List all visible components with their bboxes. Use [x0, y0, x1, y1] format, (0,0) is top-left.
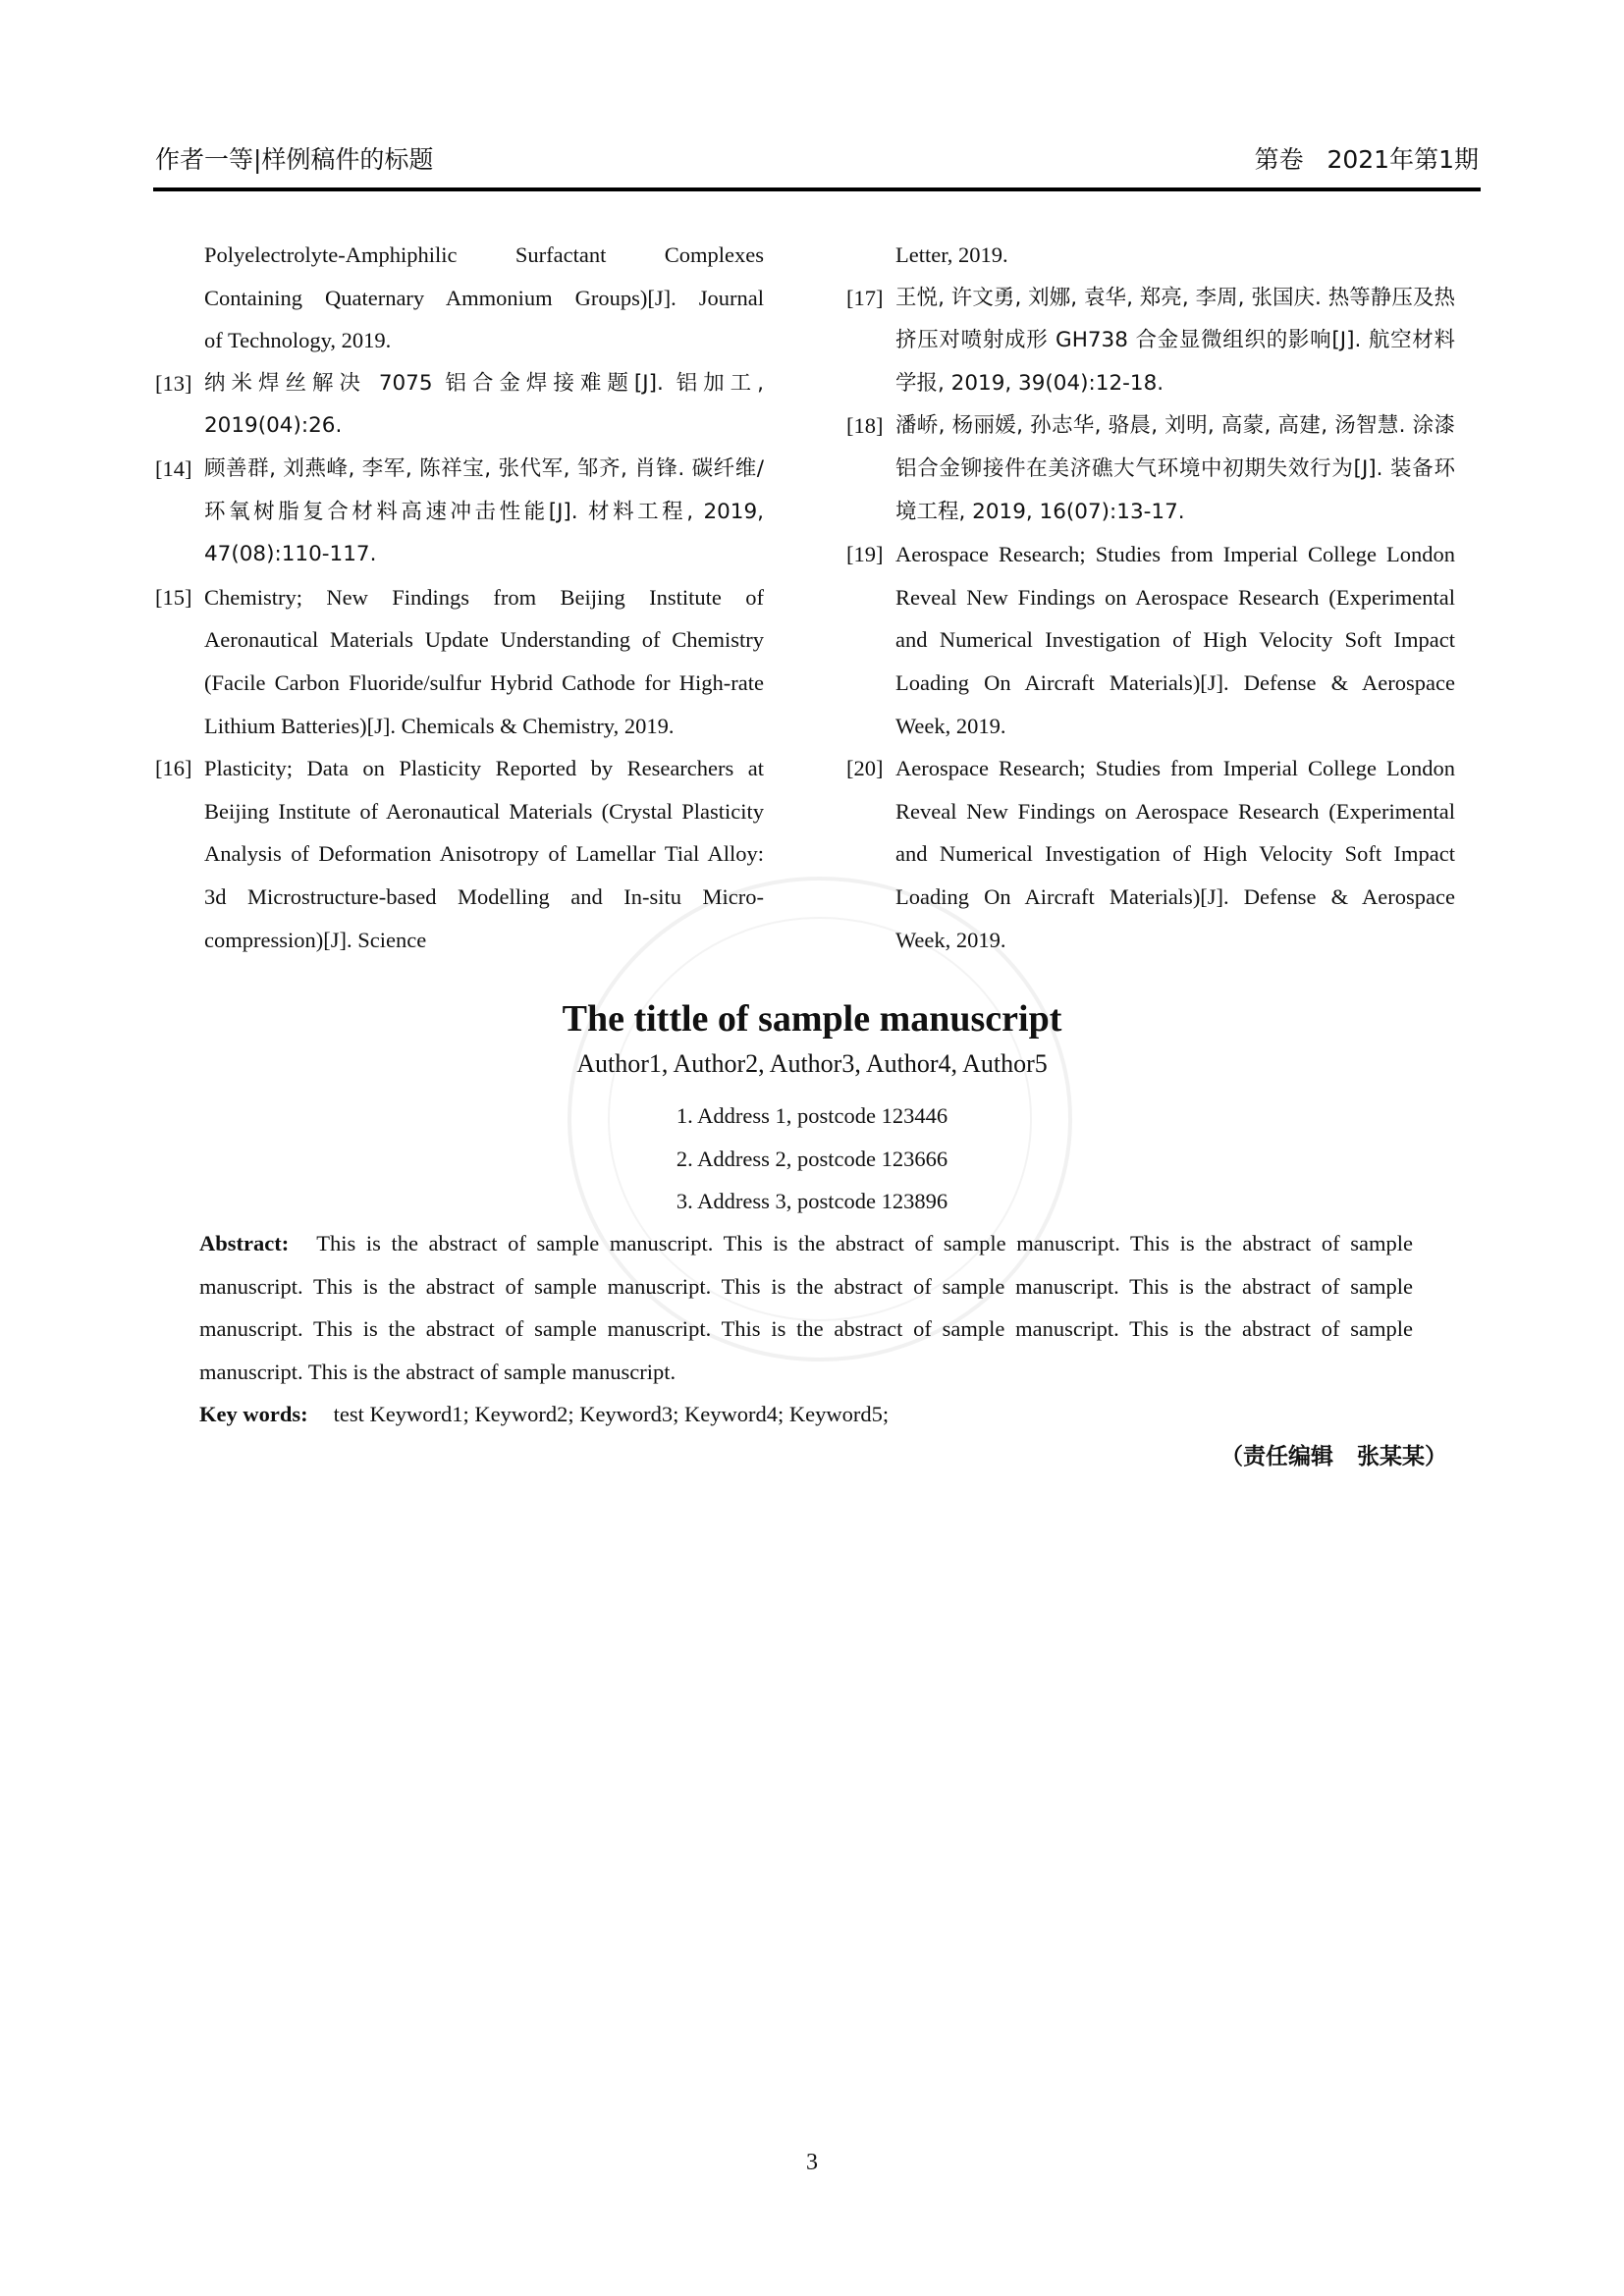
reference-item	[155, 362, 764, 448]
address-item: 3. Address 3, postcode 123896	[676, 1189, 948, 1214]
reference-text: Aerospace Research; Studies from Imperial College London Reveal New Findings on Aerospace Research (Experimental and Numerical Investigation of High Velocity Soft Impact Loading On Aircraft Materials)[J]. Defense & Aerospace Week, 2019.	[895, 542, 1455, 738]
reference-text: 王悦, 许文勇, 刘娜, 袁华, 郑亮, 李周, 张国庆. 热等静压及热挤压对喷射成形 GH738 合金显微组织的影响[J]. 航空材料学报, 2019, 39(04):12-18.	[895, 285, 1455, 396]
reference-item	[155, 576, 764, 747]
reference-12-line-3: of Technology, 2019.	[204, 328, 392, 353]
reference-item	[846, 277, 1455, 405]
reference-number: [20]	[846, 756, 884, 781]
reference-item	[155, 747, 764, 961]
references-left-column	[155, 234, 764, 961]
reference-number: [15]	[155, 584, 192, 610]
reference-text: Chemistry; New Findings from Beijing Institute of Aeronautical Materials Update Understanding of Chemistry (Facile Carbon Fluoride/sulfur Hybrid Cathode for High-rate Lithium Batteries)[J]. Chemicals & Chemistry, 2019.	[204, 584, 764, 738]
reference-number: [13]	[155, 370, 192, 396]
address-item: 1. Address 1, postcode 123446	[676, 1103, 948, 1128]
address-list	[0, 1095, 1624, 1223]
author-list: Author1, Author2, Author3, Author4, Author5	[576, 1049, 1048, 1078]
references-right-column	[846, 234, 1455, 961]
reference-number: [18]	[846, 413, 884, 439]
reference-item	[846, 404, 1455, 533]
abstract-paragraph	[199, 1222, 1413, 1393]
page-header-issue: 第卷 2021年第1期	[1254, 145, 1479, 174]
reference-number: [19]	[846, 542, 884, 567]
page-number: 3	[806, 2150, 818, 2175]
reference-number: [17]	[846, 285, 884, 310]
reference-text: 顾善群, 刘燕峰, 李军, 陈祥宝, 张代军, 邹齐, 肖锋. 碳纤维/环氧树脂复合材料高速冲击性能[J]. 材料工程, 2019, 47(08):110-117.	[204, 455, 764, 567]
reference-item	[846, 747, 1455, 961]
reference-item	[155, 448, 764, 576]
reference-text: 纳米焊丝解决 7075 铝合金焊接难题[J]. 铝加工, 2019(04):26.	[204, 370, 764, 439]
responsible-editor: （责任编辑 张某某）	[1219, 1444, 1447, 1469]
abstract-text: This is the abstract of sample manuscript. This is the abstract of sample manuscript. This is the abstract of sample manuscript. This is the abstract of sample manuscript. This is the abstract of sample manuscript. This is the abstract of sample manuscript. This is the abstract of sample manuscript. This is the abstract of sample manuscript. This is the abstract of sample manuscript. This is the abstract of sample manuscript.	[199, 1231, 1413, 1384]
reference-number: [14]	[155, 455, 192, 481]
address-item: 2. Address 2, postcode 123666	[676, 1146, 948, 1171]
keywords-line	[199, 1393, 889, 1436]
reference-item	[846, 533, 1455, 747]
reference-text: Plasticity; Data on Plasticity Reported by Researchers at Beijing Institute of Aeronautical Materials (Crystal Plasticity Analysis of Deformation Anisotropy of Lamellar Tial Alloy: 3d Microstructure-based Modelling and In-situ Micro-compression)[J]. Science	[204, 756, 764, 952]
reference-12-line-2: Containing Quaternary Ammonium Groups)[J]. Journal	[204, 285, 764, 310]
reference-text: Aerospace Research; Studies from Imperial College London Reveal New Findings on Aerospace Research (Experimental and Numerical Investigation of High Velocity Soft Impact Loading On Aircraft Materials)[J]. Defense & Aerospace Week, 2019.	[895, 756, 1455, 952]
reference-number: [16]	[155, 756, 192, 781]
reference-text: 潘峤, 杨丽媛, 孙志华, 骆晨, 刘明, 高蒙, 高建, 汤智慧. 涂漆铝合金铆接件在美济礁大气环境中初期失效行为[J]. 装备环境工程, 2019, 16(07):13-17.	[895, 413, 1455, 524]
article-title: The tittle of sample manuscript	[562, 998, 1062, 1040]
reference-12-line-1: Polyelectrolyte-Amphiphilic Surfactant Complexes	[204, 242, 764, 267]
page-header-title: 作者一等|样例稿件的标题	[155, 145, 434, 174]
keywords-text: test Keyword1; Keyword2; Keyword3; Keyword4; Keyword5;	[333, 1402, 890, 1426]
keywords-label: Key words:	[199, 1402, 308, 1426]
header-rule	[153, 187, 1481, 191]
abstract-label: Abstract:	[199, 1231, 290, 1255]
reference-16-continuation: Letter, 2019.	[895, 242, 1008, 267]
